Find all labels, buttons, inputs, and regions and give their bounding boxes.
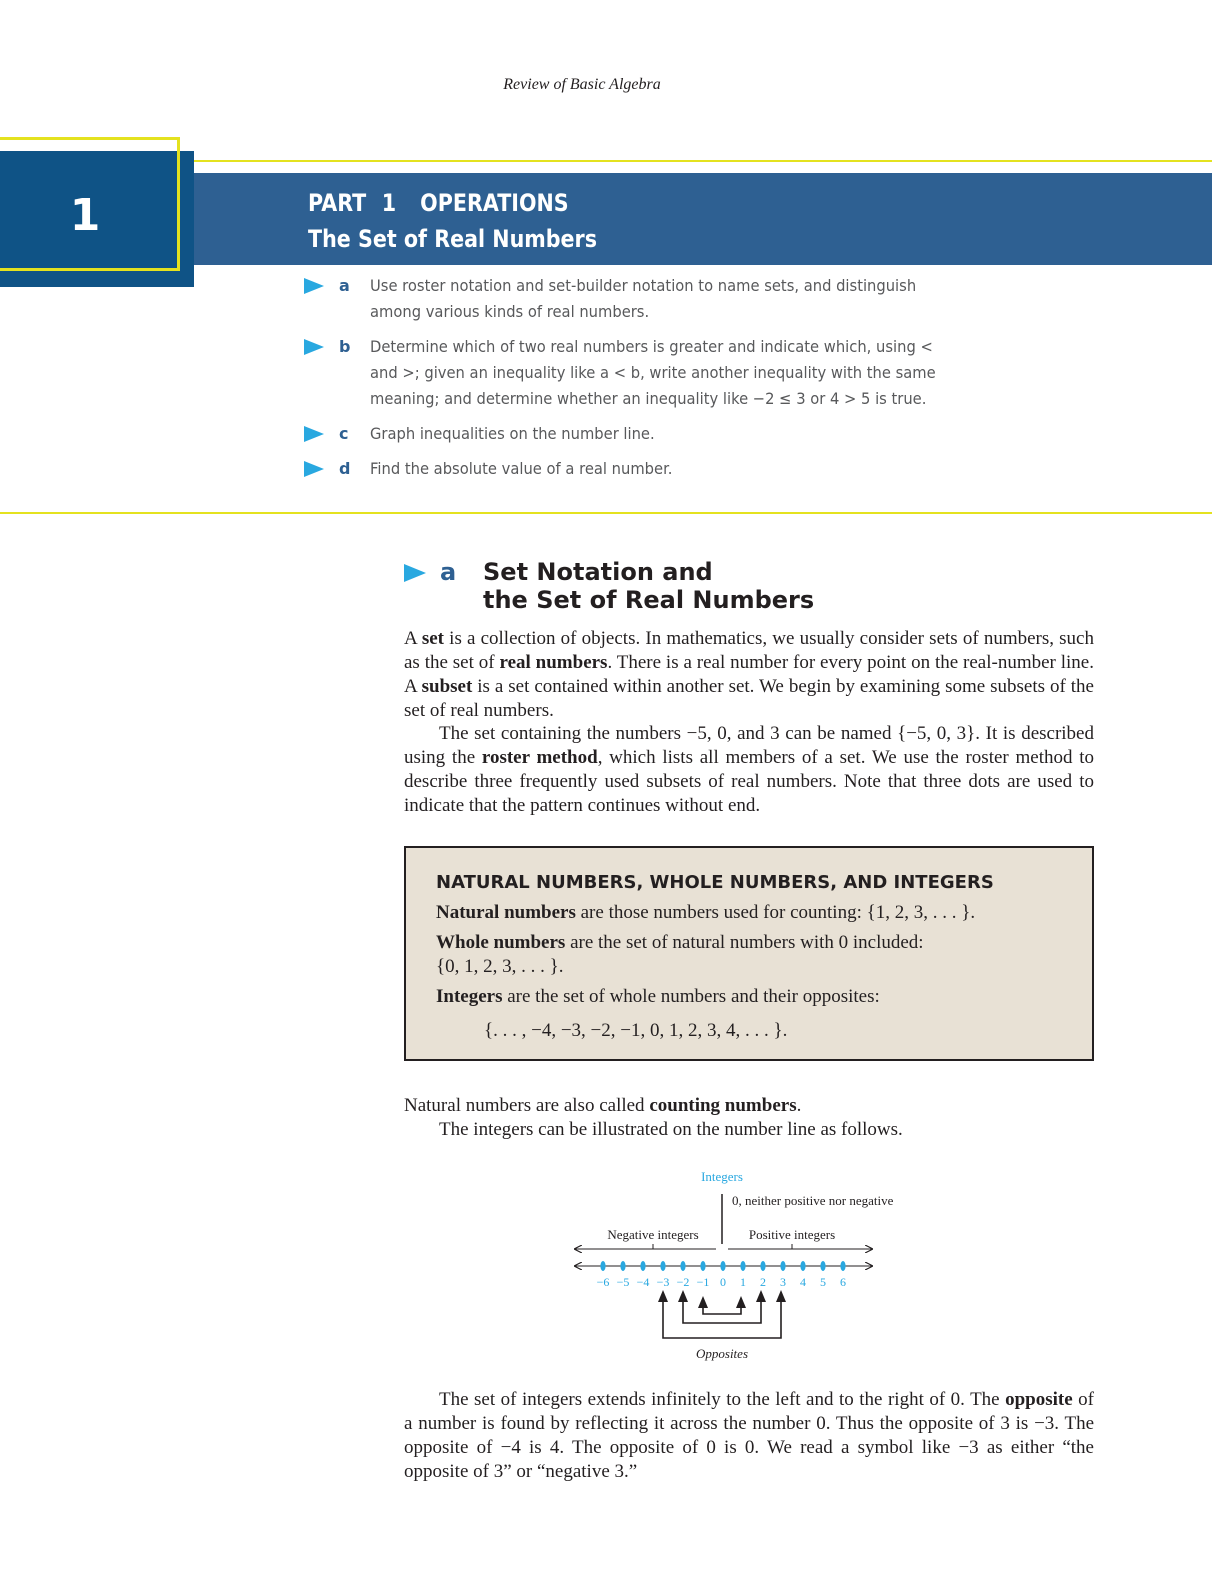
- paragraph-set-definition: A set is a collection of objects. In mathematics, we usually consider sets of numbers, such as the set of real numbers. There is a real number for every point on the real-number line. A subset is a set contained within another set. We begin by examining some subsets of the set of real numbers.: [404, 628, 1094, 721]
- integer-point: [800, 1261, 805, 1271]
- paragraph-roster-method: The set containing the numbers −5, 0, and 3 can be named {−5, 0, 3}. It is described using the roster method, which lists all members of a set. We use the roster method to describe three frequently used subsets of real numbers. Note that three dots are used to indicate that the pattern continues without end.: [404, 723, 1094, 816]
- running-head: Review of Basic Algebra: [503, 76, 661, 93]
- opposite-pair-3-connector: [663, 1300, 781, 1338]
- banner-top-rule: [180, 160, 1212, 162]
- chapter-number: 1: [69, 190, 101, 241]
- tick-label: −5: [616, 1275, 630, 1289]
- whole-numbers-definition: Whole numbers are the set of natural numbers with 0 included:: [436, 932, 924, 953]
- objectives-bottom-rule: [0, 512, 1212, 514]
- integer-point: [740, 1261, 745, 1271]
- tick-label: 4: [800, 1275, 806, 1289]
- integer-point: [720, 1261, 725, 1271]
- term-counting-numbers: counting numbers: [649, 1095, 797, 1116]
- integer-point: [840, 1261, 845, 1271]
- zero-note: 0, neither positive nor negative: [732, 1193, 894, 1208]
- integers-set: {. . . , −4, −3, −2, −1, 0, 1, 2, 3, 4, . . . }.: [484, 1020, 788, 1041]
- part-heading: [308, 189, 569, 217]
- integers-definition: Integers are the set of whole numbers and their opposites:: [436, 986, 880, 1007]
- integers-number-line-diagram: [560, 1160, 940, 1370]
- section-title: [483, 558, 814, 614]
- section-triangle-icon: [404, 564, 426, 582]
- tick-label: 1: [740, 1275, 746, 1289]
- part-number: 1: [381, 189, 397, 217]
- tick-label: −2: [676, 1275, 690, 1289]
- integer-point: [660, 1261, 665, 1271]
- arrowhead-minus-two: [678, 1290, 688, 1302]
- section-letter: a: [440, 558, 457, 586]
- opposite-pair-2-connector: [683, 1300, 761, 1323]
- objective-text: Graph inequalities on the number line.: [370, 424, 655, 443]
- objective-letter: b: [339, 337, 351, 356]
- objective-text: Find the absolute value of a real number.: [370, 459, 673, 478]
- tick-label: −3: [656, 1275, 670, 1289]
- integer-point: [640, 1261, 645, 1271]
- natural-numbers-definition: Natural numbers are those numbers used for counting: {1, 2, 3, . . . }.: [436, 902, 976, 923]
- triangle-bullet-icon: [304, 278, 324, 294]
- integer-point: [600, 1261, 605, 1271]
- tick-label: 6: [840, 1275, 846, 1289]
- paragraph-number-line-intro: The integers can be illustrated on the number line as follows.: [439, 1119, 903, 1140]
- integer-point: [700, 1261, 705, 1271]
- negative-integers-label: Negative integers: [607, 1227, 699, 1242]
- arrowhead-two: [756, 1290, 766, 1302]
- triangle-bullet-icon: [304, 339, 324, 355]
- objective-letter: d: [339, 459, 351, 478]
- diagram-title: Integers: [701, 1169, 743, 1184]
- term-real-numbers: real numbers: [499, 652, 608, 673]
- whole-numbers-set: {0, 1, 2, 3, . . . }.: [436, 956, 564, 977]
- opposites-connectors: [663, 1300, 781, 1338]
- chapter-title: The Set of Real Numbers: [308, 225, 598, 253]
- objective-text: Determine which of two real numbers is greater and indicate which, using < and >; given an inequality like a < b, write another inequality with the same meaning; and determine whether an inequality like −2 ≤ 3 or 4 > 5 is true.: [370, 337, 936, 408]
- paragraph-counting-numbers: Natural numbers are also called counting numbers.: [404, 1095, 802, 1116]
- section-title-line2: the Set of Real Numbers: [483, 586, 815, 614]
- arrowhead-minus-three: [658, 1290, 668, 1302]
- triangle-bullet-icon: [304, 461, 324, 477]
- part-name: OPERATIONS: [420, 189, 569, 217]
- integer-point: [760, 1261, 765, 1271]
- tick-label: −1: [696, 1275, 710, 1289]
- arrowhead-three: [776, 1290, 786, 1302]
- tick-label: 5: [820, 1275, 826, 1289]
- arrowhead-minus-one: [698, 1296, 708, 1308]
- integer-point: [620, 1261, 625, 1271]
- definition-heading: NATURAL NUMBERS, WHOLE NUMBERS, AND INTEGERS: [436, 872, 994, 893]
- integer-point: [780, 1261, 785, 1271]
- term-set: set: [421, 628, 444, 649]
- objective-letter: c: [339, 424, 349, 443]
- section-title-line1: Set Notation and: [483, 558, 713, 586]
- objective-letter: a: [339, 276, 350, 295]
- positive-integers-label: Positive integers: [748, 1227, 836, 1242]
- integer-point: [820, 1261, 825, 1271]
- tick-label: −6: [596, 1275, 610, 1289]
- term-subset: subset: [421, 676, 473, 697]
- objective-text: Use roster notation and set-builder notation to name sets, and distinguish among various kinds of real numbers.: [370, 276, 917, 321]
- integer-point: [680, 1261, 685, 1271]
- tick-label: −4: [636, 1275, 650, 1289]
- triangle-bullet-icon: [304, 426, 324, 442]
- paragraph-opposites: The set of integers extends infinitely to the left and to the right of 0. The opposite of a number is found by reflecting it across the number 0. Thus the opposite of 3 is −3. The opposite of −4 is 4. The opposite of 0 is 0. We read a symbol like −3 as either “the opposite of 3” or “negative 3.”: [404, 1389, 1095, 1482]
- tick-label: 2: [760, 1275, 766, 1289]
- tick-label: 3: [780, 1275, 786, 1289]
- term-opposite: opposite: [1005, 1389, 1073, 1410]
- opposites-label: Opposites: [696, 1346, 748, 1361]
- opposites-arrowheads: [658, 1290, 786, 1308]
- part-label: PART: [308, 189, 367, 217]
- number-line-ticks: [597, 1261, 846, 1289]
- tick-label: 0: [720, 1275, 726, 1289]
- definition-box: [404, 846, 1094, 1061]
- term-roster-method: roster method: [481, 747, 598, 768]
- arrowhead-one: [736, 1296, 746, 1308]
- opposite-pair-1-connector: [703, 1306, 741, 1314]
